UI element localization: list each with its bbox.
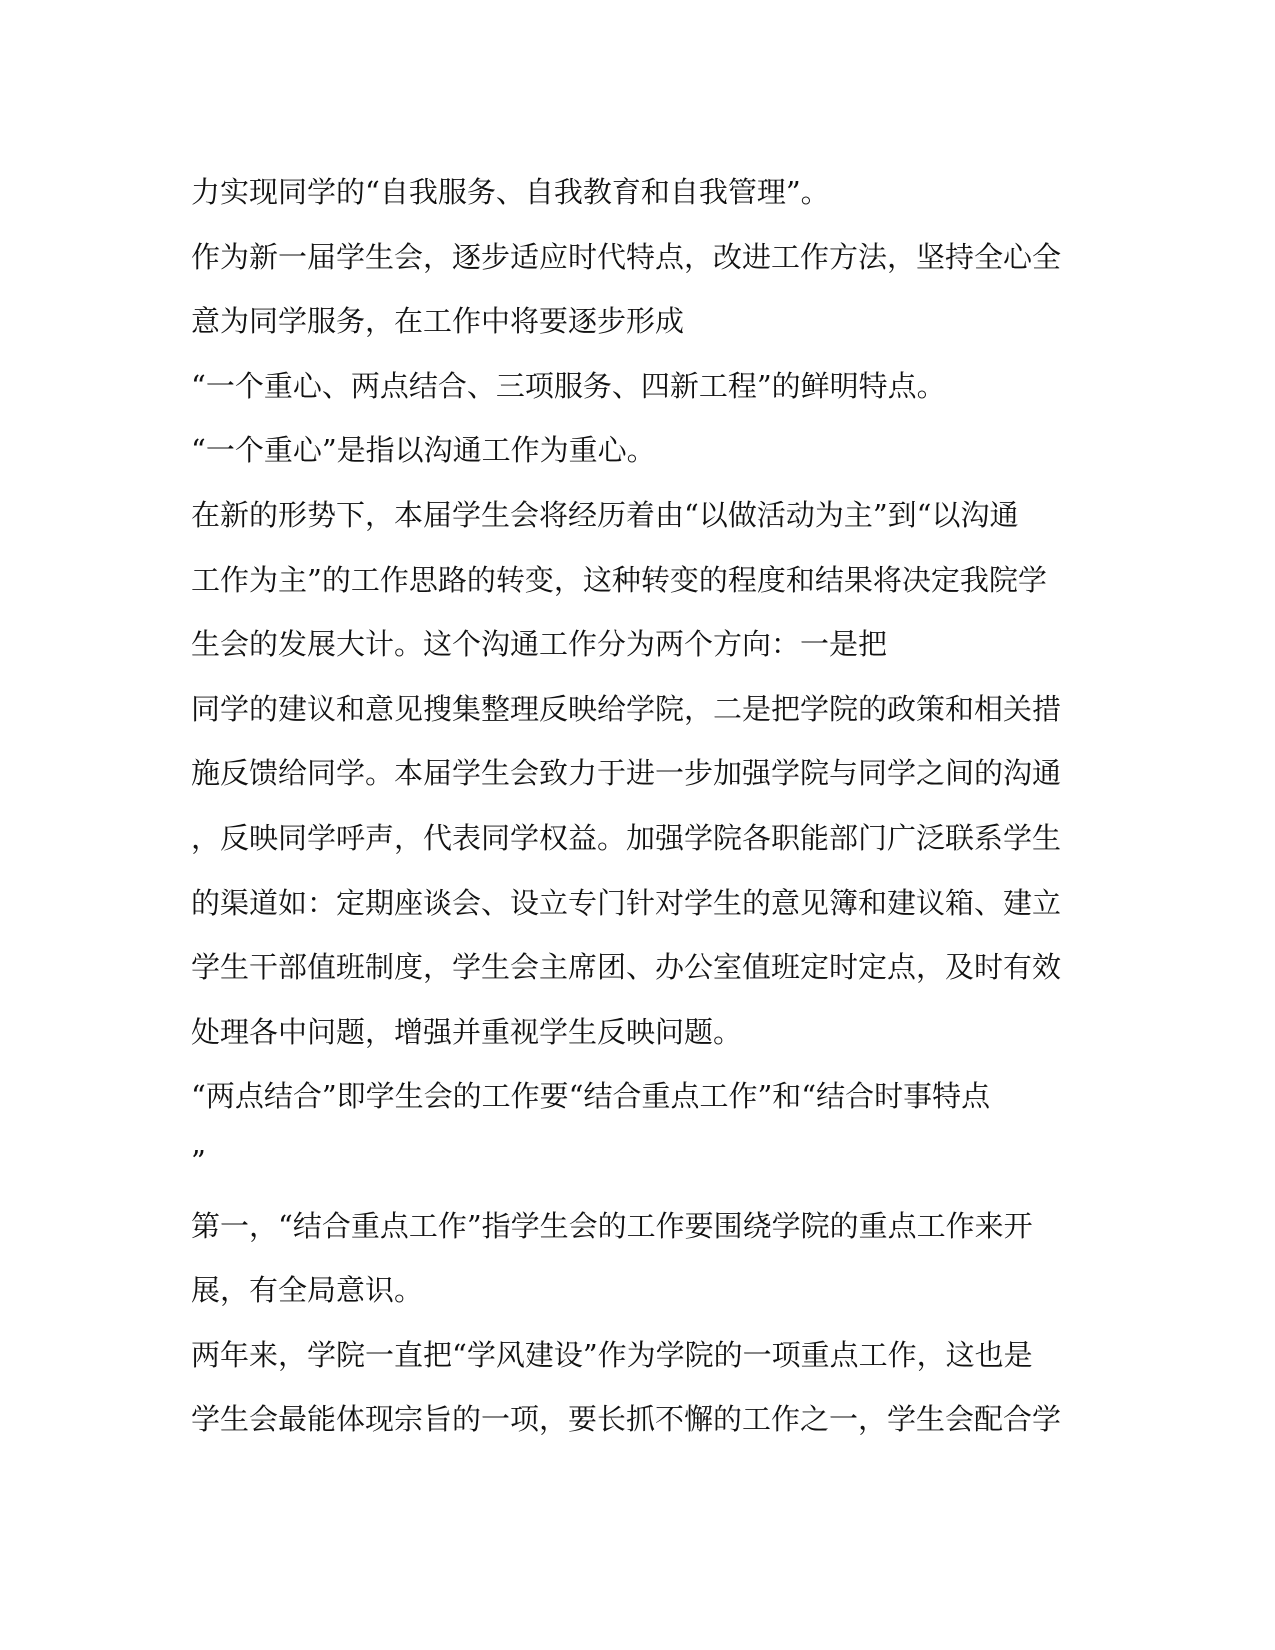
text-line: 在新的形势下，本届学生会将经历着由“以做活动为主”到“以沟通 bbox=[191, 497, 1019, 532]
text-line: 学生干部值班制度，学生会主席团、办公室值班定时定点，及时有效 bbox=[191, 950, 1062, 985]
text-line: 学生会最能体现宗旨的一项，要长抓不懈的工作之一，学生会配合学 bbox=[191, 1402, 1062, 1437]
text-line: 作为新一届学生会，逐步适应时代特点，改进工作方法，坚持全心全 bbox=[191, 239, 1062, 274]
text-line: “一个重心、两点结合、三项服务、四新工程”的鲜明特点。 bbox=[191, 368, 946, 403]
text-line: “一个重心”是指以沟通工作为重心。 bbox=[191, 433, 656, 468]
text-line: 两年来，学院一直把“学风建设”作为学院的一项重点工作，这也是 bbox=[191, 1337, 1033, 1372]
text-line: 的渠道如：定期座谈会、设立专门针对学生的意见簿和建议箱、建立 bbox=[191, 885, 1062, 920]
text-line: ” bbox=[191, 1143, 206, 1178]
text-line: 展，有全局意识。 bbox=[191, 1273, 424, 1308]
text-line: 工作为主”的工作思路的转变，这种转变的程度和结果将决定我院学 bbox=[191, 562, 1047, 597]
text-line: 意为同学服务，在工作中将要逐步形成 bbox=[191, 304, 685, 339]
text-line: 施反馈给同学。本届学生会致力于进一步加强学院与同学之间的沟通 bbox=[191, 756, 1062, 791]
text-line: 力实现同学的“自我服务、自我教育和自我管理”。 bbox=[191, 175, 830, 209]
text-line: 同学的建议和意见搜集整理反映给学院，二是把学院的政策和相关措 bbox=[191, 691, 1062, 726]
text-line: 处理各中问题，增强并重视学生反映问题。 bbox=[191, 1014, 743, 1049]
text-line: “两点结合”即学生会的工作要“结合重点工作”和“结合时事特点 bbox=[191, 1079, 991, 1114]
body-text bbox=[191, 160, 1071, 1452]
text-line: ，反映同学呼声，代表同学权益。加强学院各职能部门广泛联系学生 bbox=[191, 820, 1062, 855]
text-line: 生会的发展大计。这个沟通工作分为两个方向：一是把 bbox=[191, 627, 888, 662]
text-line: 第一，“结合重点工作”指学生会的工作要围绕学院的重点工作来开 bbox=[191, 1208, 1033, 1243]
